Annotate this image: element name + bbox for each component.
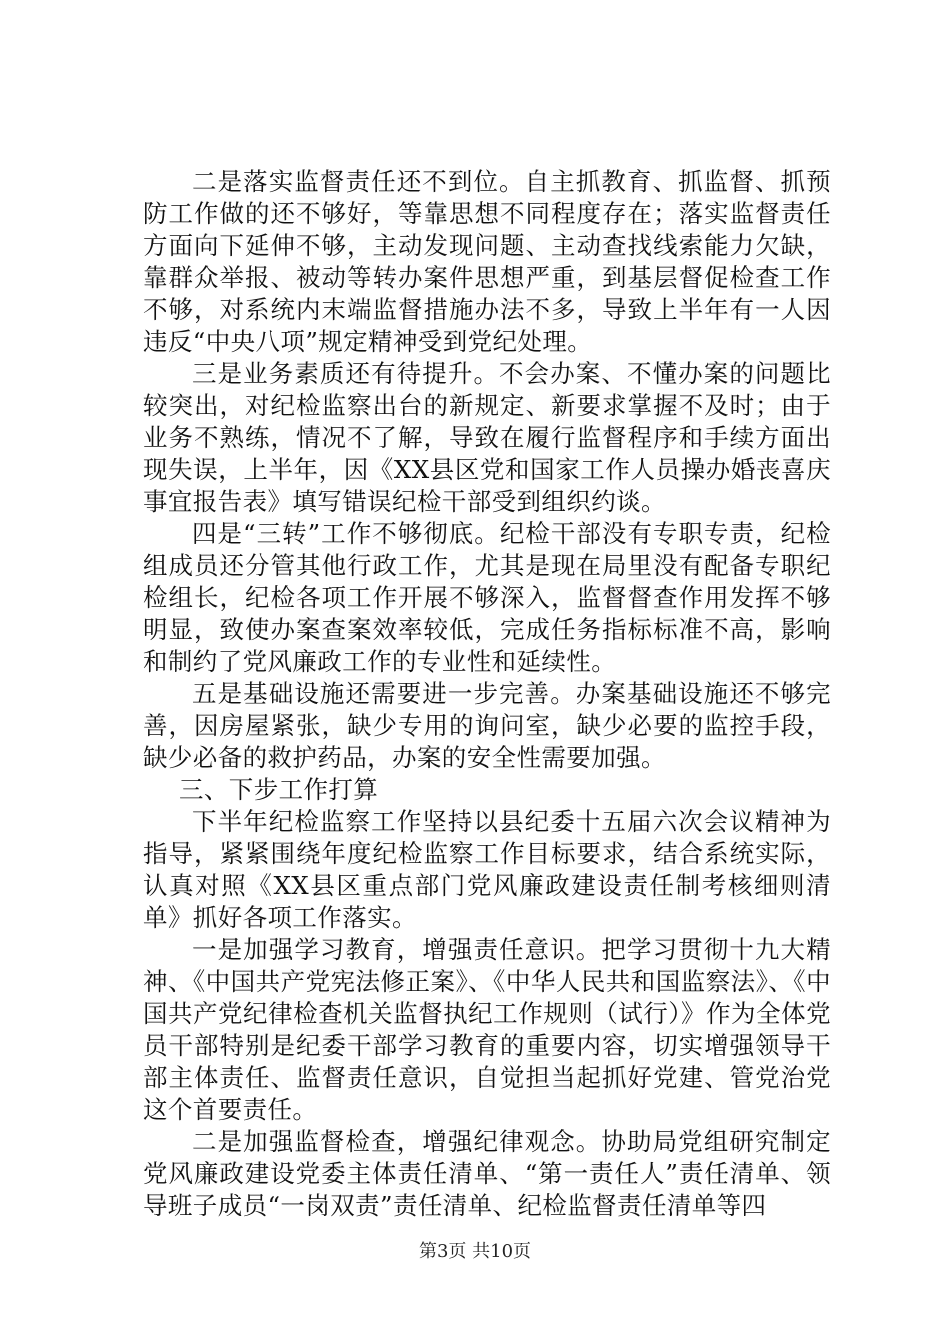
paragraph-supervision-inspection: 二是加强监督检查，增强纪律观念。协助局党组研究制定党风廉政建设党委主体责任清单、“第一责任人”责任清单、领导班子成员“一岗双责”责任清单、纪检监督责任清单等四 [143, 1127, 831, 1220]
paragraph-infrastructure: 五是基础设施还需要进一步完善。办案基础设施还不够完善，因房屋紧张，缺少专用的询问室，缺少必要的监控手段，缺少必备的救护药品，办案的安全性需要加强。 [143, 679, 831, 772]
paragraph-business-quality: 三是业务素质还有待提升。不会办案、不懂办案的问题比较突出，对纪检监察出台的新规定、新要求掌握不及时；由于业务不熟练，情况不了解，导致在履行监督程序和手续方面出现失误，上半年，因《XX县区党和国家工作人员操办婚丧喜庆事宜报告表》填写错误纪检干部受到组织约谈。 [143, 359, 831, 516]
paragraph-second-half-plan: 下半年纪检监察工作坚持以县纪委十五届六次会议精神为指导，紧紧围绕年度纪检监察工作目标要求，结合系统实际，认真对照《XX县区重点部门党风廉政建设责任制考核细则清单》抓好各项工作落实。 [143, 807, 831, 932]
page-number-footer: 第3页 共10页 [418, 1241, 532, 1262]
document-body [143, 166, 831, 1222]
section-heading-next-steps: 三、下步工作打算 [179, 775, 379, 804]
paragraph-three-transformations: 四是“三转”工作不够彻底。纪检干部没有专职专责，纪检组成员还分管其他行政工作，尤其是现在局里没有配备专职纪检组长，纪检各项工作开展不够深入，监督督查作用发挥不够明显，致使办案查案效率较低，完成任务指标标准不高，影响和制约了党风廉政工作的专业性和延续性。 [143, 519, 831, 676]
paragraph-supervision-responsibility: 二是落实监督责任还不到位。自主抓教育、抓监督、抓预防工作做的还不够好，等靠思想不同程度存在；落实监督责任方面向下延伸不够，主动发现问题、主动查找线索能力欠缺，靠群众举报、被动等转办案件思想严重，到基层督促检查工作不够，对系统内末端监督措施办法不多，导致上半年有一人因违反“中央八项”规定精神受到党纪处理。 [143, 167, 831, 356]
paragraph-study-education: 一是加强学习教育，增强责任意识。把学习贯彻十九大精神、《中国共产党宪法修正案》、《中华人民共和国监察法》、《中国共产党纪律检查机关监督执纪工作规则（试行）》作为全体党员干部特别是纪委干部学习教育的重要内容，切实增强领导干部主体责任、监督责任意识，自觉担当起抓好党建、管党治党这个首要责任。 [143, 935, 831, 1124]
